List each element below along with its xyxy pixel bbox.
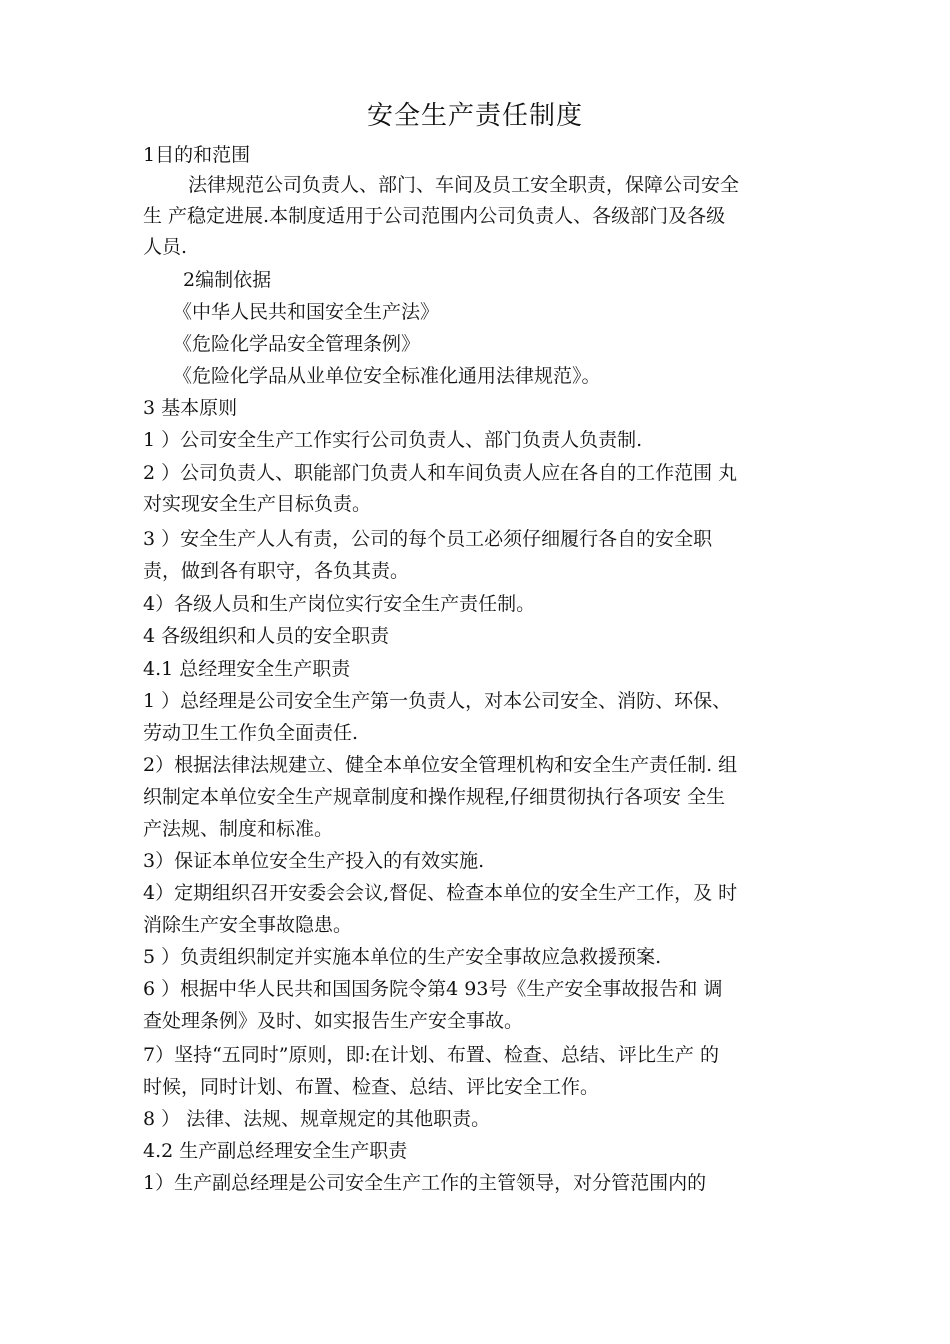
subsection-heading: 4.1 总经理安全生产职责 <box>143 658 351 680</box>
section-heading: 4 各级组织和人员的安全职责 <box>143 625 390 647</box>
list-item: 4）定期组织召开安委会会议,督促、检查本单位的安全生产工作，及 时 <box>143 882 738 904</box>
list-item: 4）各级人员和生产岗位实行安全生产责任制。 <box>143 593 536 615</box>
subsection-heading: 4.2 生产副总经理安全生产职责 <box>143 1140 408 1162</box>
list-item-continuation: 产法规、制度和标准。 <box>143 818 334 840</box>
list-item-continuation: 查处理条例》及时、如实报告生产安全事故。 <box>143 1010 524 1032</box>
list-item-continuation: 对实现安全生产目标负责。 <box>143 493 372 515</box>
reference-line: 《危险化学品从业单位安全标准化通用法律规范》。 <box>173 365 601 387</box>
list-item: 1）生产副总经理是公司安全生产工作的主管领导，对分管范围内的 <box>143 1172 707 1194</box>
reference-line: 《危险化学品安全管理条例》 <box>173 333 421 355</box>
list-item: 1 ）总经理是公司安全生产第一负责人，对本公司安全、消防、环保、 <box>143 690 732 712</box>
list-item: 8 ） 法律、法规、规章规定的其他职责。 <box>143 1108 491 1130</box>
list-item-continuation: 织制定本单位安全生产规章制度和操作规程,仔细贯彻执行各项安 全生 <box>143 786 726 808</box>
list-item: 6 ）根据中华人民共和国国务院令第4 93号《生产安全事故报告和 调 <box>143 978 723 1000</box>
list-item: 2 ）公司负责人、职能部门负责人和车间负责人应在各自的工作范围 丸 <box>143 462 738 484</box>
paragraph-line: 人员. <box>143 236 188 258</box>
section-heading: 3 基本原则 <box>143 397 238 419</box>
list-item: 3 ）安全生产人人有责，公司的每个员工必须仔细履行各自的安全职 <box>143 528 713 550</box>
document-title: 安全生产责任制度 <box>366 101 583 131</box>
list-item: 3）保证本单位安全生产投入的有效实施. <box>143 850 485 872</box>
section-heading: 1目的和范围 <box>143 144 251 166</box>
list-item-continuation: 时候，同时计划、布置、检查、总结、评比安全工作。 <box>143 1076 600 1098</box>
list-item: 2）根据法律法规建立、健全本单位安全管理机构和安全生产责任制. 组 <box>143 754 738 776</box>
reference-line: 《中华人民共和国安全生产法》 <box>173 301 440 323</box>
list-item: 5 ）负责组织制定并实施本单位的生产安全事故应急救援预案. <box>143 946 662 968</box>
list-item-continuation: 劳动卫生工作负全面责任. <box>143 722 359 744</box>
paragraph-line: 生 产稳定进展.本制度适用于公司范围内公司负责人、各级部门及各级 <box>143 205 726 227</box>
list-item-continuation: 消除生产安全事故隐患。 <box>143 914 353 936</box>
list-item: 1 ）公司安全生产工作实行公司负责人、部门负责人负责制. <box>143 429 643 451</box>
list-item-continuation: 责，做到各有职守，各负其责。 <box>143 560 410 582</box>
section-heading: 2编制依据 <box>183 269 272 291</box>
paragraph-line: 法律规范公司负责人、部门、车间及员工安全职责，保障公司安全 <box>188 174 740 196</box>
list-item: 7）坚持“五同时”原则，即:在计划、布置、检查、总结、评比生产 的 <box>143 1044 719 1066</box>
